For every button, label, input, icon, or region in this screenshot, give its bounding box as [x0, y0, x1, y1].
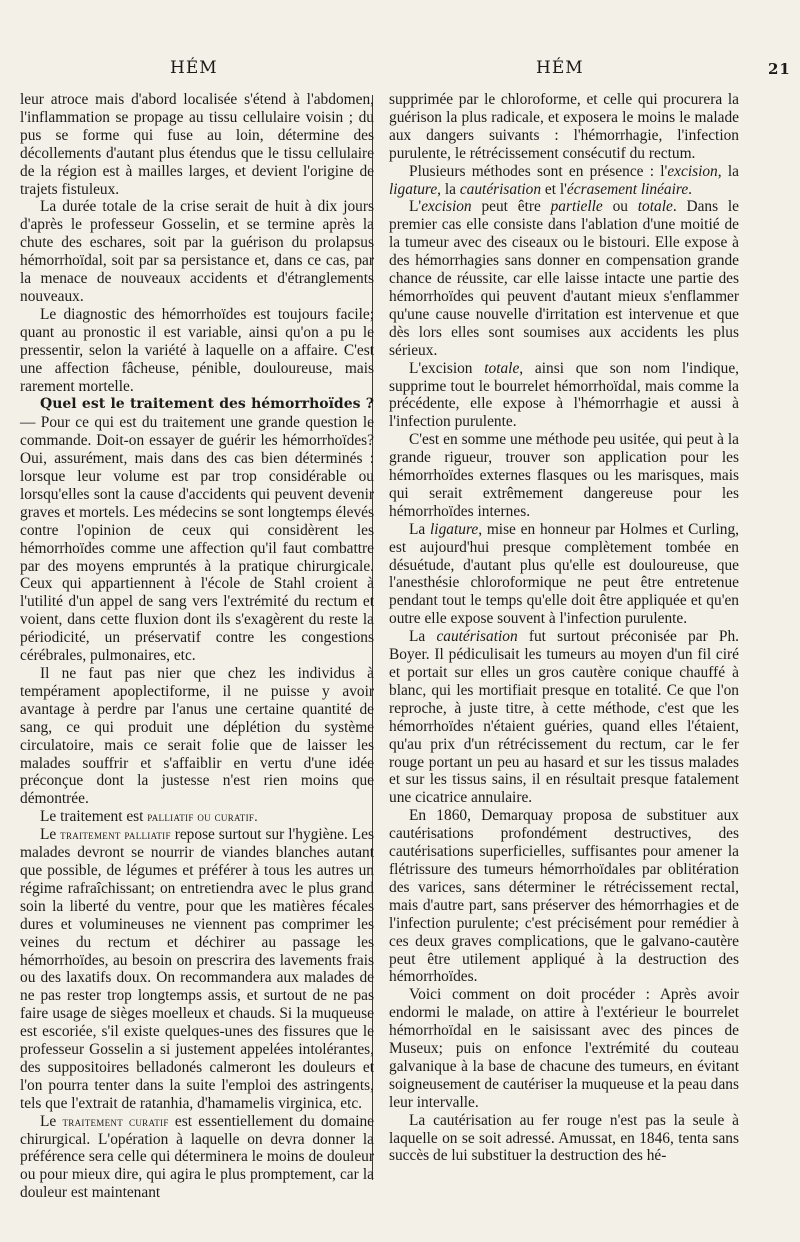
paragraph-text: . [688, 180, 693, 198]
italic-term: cautérisation [459, 180, 542, 198]
right-column [389, 91, 739, 1165]
small-caps-term: traitement curatif [62, 1113, 169, 1129]
header-left: HÉM [170, 58, 218, 78]
paragraph-text: , ainsi que son nom l'indique, supprime tout le bourrelet hémorrhoïdal, mais comme la précédente, elle expose à l'hémorrhagie et aussi à l'infection purulente. [389, 359, 739, 431]
paragraph: C'est en somme une méthode peu usitée, qui peut à la grande rigueur, trouver son application pour les hémorrhoïdes externes flasques ou les marisques, mais qui serait extrêmement dangereuse pour les hémorrhoïdes internes. [389, 431, 739, 520]
paragraph: Il ne faut pas nier que chez les individus à tempérament apoplectiforme, il ne puisse y avoir avantage à perdre par l'anus une certaine quantité de sang, ce qui produit une déplétion du système circulatoire, mais ce serait folie que de laisser les malades souffrir et s'affaiblir en vertu d'une idée préconçue dont la justesse n'est rien moins que démontrée. [20, 665, 374, 808]
paragraph: supprimée par le chloroforme, et celle qui procurera la guérison la plus radicale, et exposera le moins le malade aux dangers suivants : l'hémorrhagie, l'infection purulente, le rétrécissement consécutif du rectum. [389, 91, 739, 162]
paragraph-text: peut être [471, 198, 551, 216]
paragraph-text: , la [717, 162, 739, 180]
paragraph-text: repose surtout sur l'hygiène. Les malades devront se nourrir de viandes blanches autant que possible, de légumes et préférer à tous les autres un régime rafraîchissant; on entretiendra avec le plus grand soin la liberté du ventre, pour que les matières fécales dures et volumineuses ne viennent pas comprimer les veines du rectum et déchirer au passage les hémorrhoïdes, au besoin on prescrira des lavements frais ou des laxatifs doux. On recommandera aux malades de ne pas rester trop longtemps assis, et surtout de ne pas faire usage de sièges moelleux et chauds. Si la muqueuse est escoriée, s'il existe quelques-unes des fissures que le professeur Gosselin a si justement appelées intolérantes, des suppositoires belladonés calmeront les douleurs et l'on pourra tenter dans la suite l'emploi des astringents, tels que l'extrait de ratanhia, d'hamamelis virginica, etc. [20, 826, 374, 1112]
paragraph-text: , mise en honneur par Holmes et Curling, est aujourd'hui presque complètement tombée en désuétude, d'autant plus qu'elle est douloureuse, que l'anesthésie chloroformique ne peut être entretenue pendant tout le temps qu'elle doit être appliquée et qu'en outre elle expose souvent à l'infection purulente. [389, 520, 739, 628]
page-number: 21 [768, 60, 791, 78]
italic-term: excision [421, 198, 472, 216]
paragraph-text: , la [437, 180, 460, 198]
italic-term: totale [484, 359, 520, 377]
paragraph [20, 826, 374, 1113]
paragraph-text: Plusieurs méthodes sont en présence : l' [409, 162, 668, 180]
paragraph-text: est essentiellement du domaine chirurgical. L'opération à laquelle on devra donner la préférence sera celle qui déterminera le moins de douleur ou pour mieux dire, qui agira le plus promptement, car la douleur est maintenant [20, 1112, 374, 1202]
italic-term: totale [637, 198, 673, 216]
paragraph: La cautérisation au fer rouge n'est pas la seule à laquelle on se soit adressé. Amussat, en 1846, tenta sans succès de lui substituer la destruction des hé- [389, 1111, 739, 1165]
paragraph: Voici comment on doit procéder : Après avoir endormi le malade, on attire à l'extérieur le bourrelet hémorrhoïdal en le saisissant avec des pinces de Museux; puis on enfonce l'extrémité du couteau galvanique à la base de chacune des tumeurs, en évitant soigneusement de cautériser la muqueuse et la peau dans leur intervalle. [389, 986, 739, 1111]
italic-term: cautérisation [436, 628, 518, 646]
paragraph [20, 808, 374, 826]
section-question: Quel est le traitement des hémorrhoïdes ? [40, 396, 374, 413]
small-caps-term: traitement palliatif [60, 827, 171, 843]
paragraph: Le diagnostic des hémorrhoïdes est toujours facile; quant au pronostic il est variable, ainsi qu'on a pu le pressentir, selon la variété à laquelle on a affaire. C'est une affection fâcheuse, pénible, douloureuse, mais rarement mortelle. [20, 305, 374, 395]
paragraph-text: La [409, 628, 437, 646]
paragraph: La durée totale de la crise serait de huit à dix jours d'après le professeur Gosselin, et se termine après la chute des eschares, soit par la guérison du prolapsus hémorrhoïdal, soit par sa persistance et, dans ce cas, par la menace de nouveaux accidents et d'étranglements nouveaux. [20, 198, 374, 305]
paragraph-text: fut surtout préconisée par Ph. Boyer. Il pédiculisait les tumeurs au moyen d'un fil ciré et portait sur elles un gros cautère conique chauffé à blanc, qui les mortifiait presque en totalité. Ce que l'on reproche, à juste titre, à cette méthode, c'est que les hémorrhoïdes n'étaient guéries, quand elles l'étaient, qu'au prix d'un rétrécissement du rectum, car le fer rouge portant un peu au hasard et sur les tissus malades et sur les tissus sains, il en résultait presque fatalement une cicatrice annulaire. [389, 628, 739, 807]
paragraph: leur atroce mais d'abord localisée s'étend à l'abdomen, l'inflammation se propage au tissu cellulaire voisin ; du pus se forme qui fuse au loin, détermine des décollements d'autant plus étendus que le tissu cellulaire de la région est à mailles larges, et devient l'origine de trajets fistuleux. [20, 91, 374, 198]
paragraph-text: Le [40, 1112, 63, 1130]
running-header [0, 58, 800, 82]
paragraph-text: — Pour ce qui est du traitement une grande question le commande. Doit-on essayer de guérir les hémorrhoïdes? Oui, assurément, mais dans des cas bien déterminés : lorsque leur volume est par trop considérable ou lorsqu'elles sont la cause d'accidents qui peuvent devenir graves et mortels. Les médecins se sont longtemps élevés contre l'opinion de ceux qui considèrent les hémorrhoïdes comme une affection qu'il faut combattre par des moyens empruntés à la pratique chirurgicale. Ceux qui appartiennent à l'école de Stahl croient à l'utilité d'un appel de sang vers l'extrémité du rectum et voient, dans cette fluxion dont ils s'exagèrent du reste la périodicité, un préservatif contre les congestions cérébrales, pulmonaires, etc. [20, 414, 374, 665]
paragraph-text: ou [602, 198, 638, 216]
paragraph-text: L'excision [409, 359, 485, 377]
italic-term: écrasement linéaire [566, 180, 689, 198]
paragraph [389, 360, 739, 432]
small-caps-term: palliatif ou curatif. [147, 809, 258, 825]
italic-term: excision [667, 162, 718, 180]
paragraph [389, 163, 739, 199]
paragraph: En 1860, Demarquay proposa de substituer aux cautérisations profondément destructives, des cautérisations superficielles, suffisantes pour amener la flétrissure des tumeurs hémorrhoïdales par oblitération des varices, sans déterminer le rétrécissement rectal, mais d'autre part, sans préserver des hémorrhagies et de l'infection purulente; c'est précisément pour remédier à ces deux graves complications, que le galvano-cautère peut être utilement appliqué à la destruction des hémorrhoïdes. [389, 807, 739, 986]
paragraph [20, 395, 374, 665]
paragraph [389, 198, 739, 359]
paragraph-text: La [409, 520, 431, 538]
paragraph [389, 628, 739, 807]
header-right: HÉM [536, 58, 584, 78]
italic-term: ligature [389, 180, 438, 198]
paragraph-text: Le [40, 826, 61, 844]
italic-term: ligature [430, 520, 479, 538]
paragraph-text: Le traitement est [40, 808, 148, 826]
italic-term: partielle [550, 198, 603, 216]
paragraph-text: et l' [541, 180, 567, 198]
paragraph [20, 1113, 374, 1203]
paragraph [389, 521, 739, 628]
paragraph-text: L' [409, 198, 422, 216]
paragraph-text: . Dans le premier cas elle consiste dans l'ablation d'une moitié de la tumeur avec des ciseaux ou le bistouri. Elle expose à des hémorrhagies sans donner en compensation grande chance de réussite, car elle laisse intacte une partie des hémorrhoïdes qui peuvent d'autant mieux s'enflammer qu'une cause nouvelle d'irritation est intervenue et que dès lors elles sont soumises aux accidents les plus sérieux. [389, 198, 740, 359]
left-column [20, 91, 374, 1202]
